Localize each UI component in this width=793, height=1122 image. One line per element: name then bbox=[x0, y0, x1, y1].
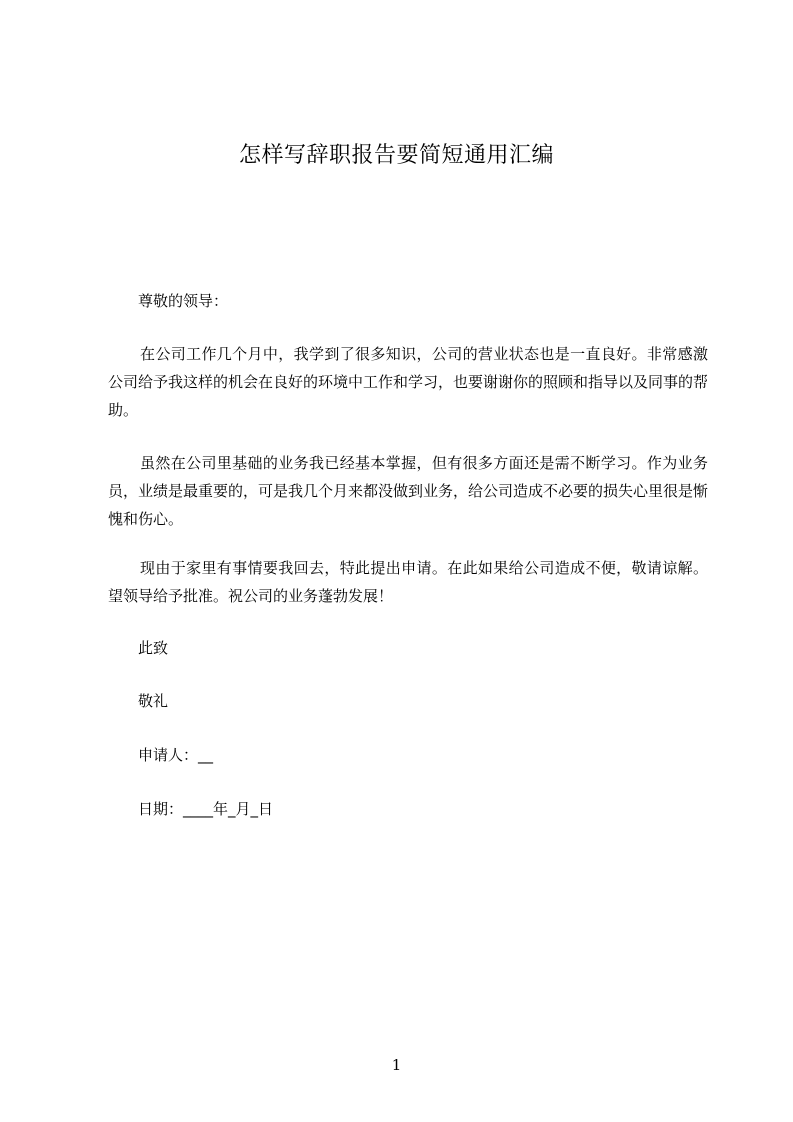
document-title: 怎样写辞职报告要简短通用汇编 bbox=[238, 143, 554, 168]
closing-line-1: 此致 bbox=[138, 639, 169, 657]
salutation: 尊敬的领导： bbox=[138, 292, 229, 310]
paragraph-2: 虽然在公司里基础的业务我已经基本掌握，但有很多方面还是需不断学习。作为业务员，业绩是最重要的，可是我几个月来都没做到业务，给公司造成不必要的损失心里很是惭愧和伤心。 bbox=[108, 454, 709, 528]
paragraph-1: 在公司工作几个月中，我学到了很多知识，公司的营业状态也是一直良好。非常感激公司给予我这样的机会在良好的环境中工作和学习，也要谢谢你的照顾和指导以及同事的帮助。 bbox=[108, 345, 709, 419]
applicant-line: 申请人：__ bbox=[138, 746, 214, 764]
date-line: 日期：____年_月_日 bbox=[138, 800, 274, 818]
paragraph-3: 现由于家里有事情要我回去，特此提出申请。在此如果给公司造成不便，敬请谅解。望领导给予批准。祝公司的业务蓬勃发展！ bbox=[108, 559, 708, 605]
closing-line-2: 敬礼 bbox=[138, 692, 169, 710]
page-number: 1 bbox=[391, 1056, 402, 1074]
